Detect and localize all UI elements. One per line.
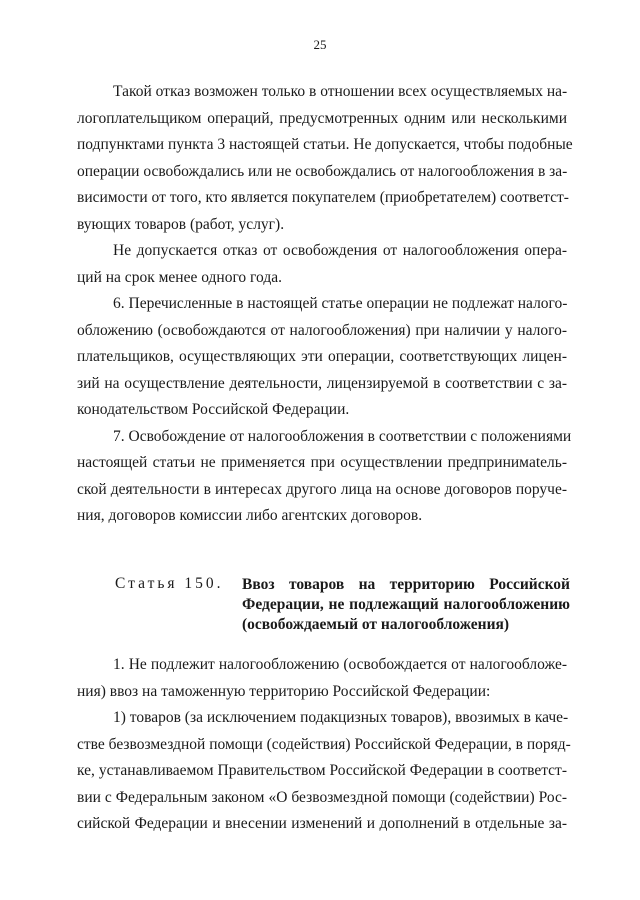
- text-line: 6. Перечисленные в настоящей статье операции не подлежат налого-: [113, 295, 568, 312]
- text-line: сийской Федерации и внесении изменений и дополнений в отдельные за-: [77, 815, 567, 832]
- text-line: зий на осуществление деятельности, лицензируемой в соответствии с за-: [77, 374, 567, 392]
- paragraph: [77, 79, 573, 238]
- article-title: [242, 575, 570, 635]
- paragraph: [77, 705, 571, 838]
- article-number: Статья 150.: [115, 575, 224, 592]
- article-title-line: Ввоз товаров на территорию Российской: [242, 576, 570, 593]
- text-line: 1) товаров (за исключением подакцизных товаров), ввозимых в каче-: [113, 709, 569, 726]
- text-line: подпунктами пункта 3 настоящей статьи. Не допускается, чтобы подобные: [77, 136, 573, 153]
- text-line: настоящей статьи не применяется при осуществлении предпринимatель-: [77, 454, 567, 471]
- text-line: 7. Освобождение от налогообложения в соответствии с положениями: [113, 427, 572, 445]
- text-line: операции освобождались или не освобождались от налогообложения в за-: [77, 162, 568, 180]
- text-line: ций на срок менее одного года.: [77, 268, 282, 286]
- text-line: логоплательщиком операций, предусмотренных одним или несколькими: [77, 109, 567, 127]
- article-title-line: (освобождаемый от налогообложения): [242, 616, 510, 633]
- text-line: 1. Не подлежит налогообложению (освобождается от налогообложе-: [113, 656, 567, 673]
- paragraph: [77, 238, 567, 291]
- text-line: плательщиков, осуществляющих эти операции, соответствующих лицен-: [77, 348, 567, 365]
- text-line: ния, договоров комиссии либо агентских договоров.: [77, 507, 423, 524]
- text-line: обложению (освобождаются от налогообложения) при наличии у налого-: [77, 321, 567, 339]
- paragraph: [77, 652, 567, 705]
- paragraph: [77, 424, 572, 530]
- text-line: ния) ввоз на таможенную территорию Российской Федерации:: [77, 682, 491, 700]
- text-line: вии с Федеральным законом «О безвозмездной помощи (содействии) Рос-: [77, 788, 567, 806]
- paragraph: [77, 291, 567, 424]
- text-line: стве безвозмездной помощи (содействия) Российской Федерации, в поряд-: [77, 735, 571, 753]
- body-text-top: [77, 79, 573, 530]
- body-text-bottom: [77, 652, 571, 838]
- text-line: вующих товаров (работ, услуг).: [77, 215, 285, 233]
- text-line: ской деятельности в интересах другого лица на основе договоров поруче-: [77, 480, 567, 498]
- text-line: Не допускается отказ от освобождения от налогообложения опера-: [113, 242, 567, 259]
- text-line: Такой отказ возможен только в отношении всех осуществляемых на-: [113, 83, 568, 100]
- text-line: висимости от того, кто является покупателем (приобретателем) соответст-: [77, 189, 569, 206]
- text-line: конодательством Российской Федерации.: [77, 401, 350, 418]
- page-number: 25: [313, 37, 327, 52]
- text-line: ке, устанавливаемом Правительством Российской Федерации в соответст-: [77, 762, 567, 779]
- article-title-line: Федерации, не подлежащий налогообложению: [242, 596, 570, 613]
